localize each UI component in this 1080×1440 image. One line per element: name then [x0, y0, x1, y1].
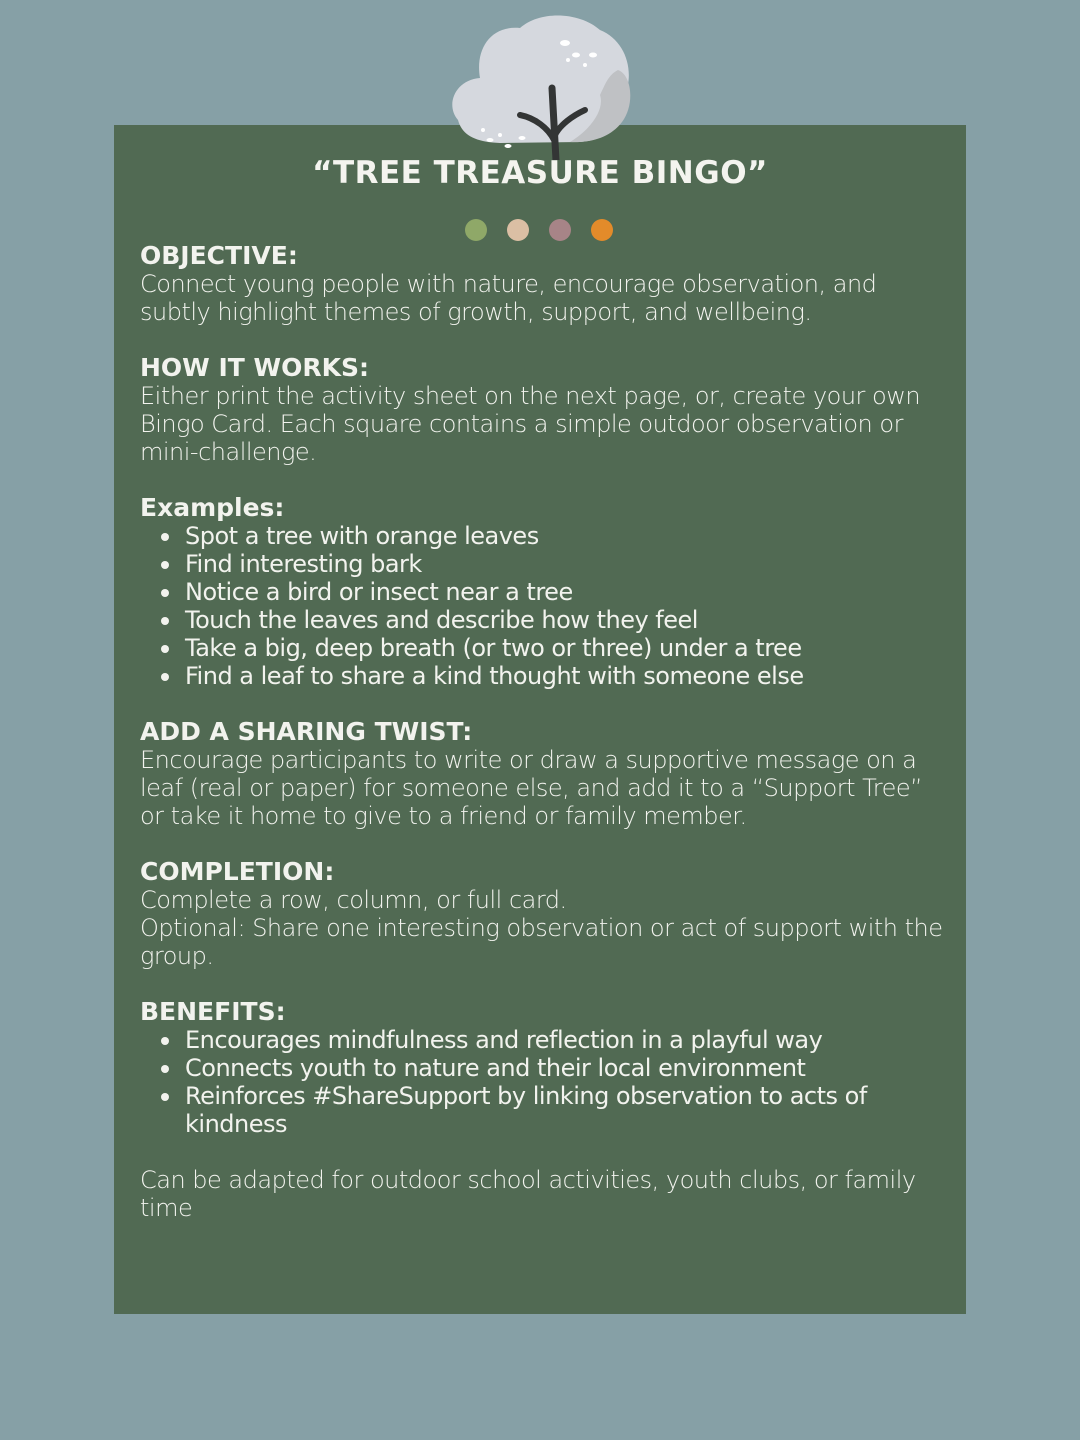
- section-benefits: [140, 998, 950, 1138]
- section-text: Either print the activity sheet on the next page, or, create your own Bingo Card. Each square contains a simple outdoor observation or mini-challenge.: [140, 382, 921, 466]
- footer-note: Can be adapted for outdoor school activities, youth clubs, or family time: [140, 1166, 916, 1222]
- section-text: Complete a row, column, or full card.: [140, 886, 567, 914]
- section-footer-note: [140, 1166, 950, 1222]
- content: [140, 242, 950, 1250]
- dot-green: [465, 219, 487, 241]
- tree-icon: [440, 10, 640, 160]
- dot-mauve: [549, 219, 571, 241]
- section-heading: OBJECTIVE:: [140, 241, 298, 270]
- dot-beige: [507, 219, 529, 241]
- list-item: Notice a bird or insect near a tree: [185, 578, 950, 606]
- section-text: Encourage participants to write or draw a supportive message on a leaf (real or paper) for someone else, and add it to a “Support Tree” or take it home to give to a friend or family member.: [140, 746, 923, 830]
- list-item: Touch the leaves and describe how they feel: [185, 606, 950, 634]
- section-text: Connect young people with nature, encourage observation, and subtly highlight themes of growth, support, and wellbeing.: [140, 270, 877, 326]
- section-text: Optional: Share one interesting observation or act of support with the group.: [140, 914, 943, 970]
- page-title: “TREE TREASURE BINGO”: [312, 155, 768, 191]
- section-heading: ADD A SHARING TWIST:: [140, 717, 473, 746]
- section-how-it-works: [140, 354, 950, 466]
- examples-list: [140, 522, 950, 690]
- section-sharing-twist: [140, 718, 950, 830]
- section-examples: [140, 494, 950, 690]
- section-heading: COMPLETION:: [140, 857, 335, 886]
- decorative-dots: [465, 219, 613, 241]
- section-heading: HOW IT WORKS:: [140, 353, 369, 382]
- list-item: Take a big, deep breath (or two or three) under a tree: [185, 634, 950, 662]
- dot-orange: [591, 219, 613, 241]
- list-item: Encourages mindfulness and reflection in a playful way: [185, 1026, 950, 1054]
- list-item: Find interesting bark: [185, 550, 950, 578]
- list-item: Connects youth to nature and their local environment: [185, 1054, 950, 1082]
- section-heading: BENEFITS:: [140, 997, 286, 1026]
- list-item: Reinforces #ShareSupport by linking observation to acts of kindness: [185, 1082, 950, 1138]
- benefits-list: [140, 1026, 950, 1138]
- section-completion: [140, 858, 950, 970]
- section-heading: Examples:: [140, 493, 285, 522]
- section-objective: [140, 242, 950, 326]
- list-item: Spot a tree with orange leaves: [185, 522, 950, 550]
- list-item: Find a leaf to share a kind thought with someone else: [185, 662, 950, 690]
